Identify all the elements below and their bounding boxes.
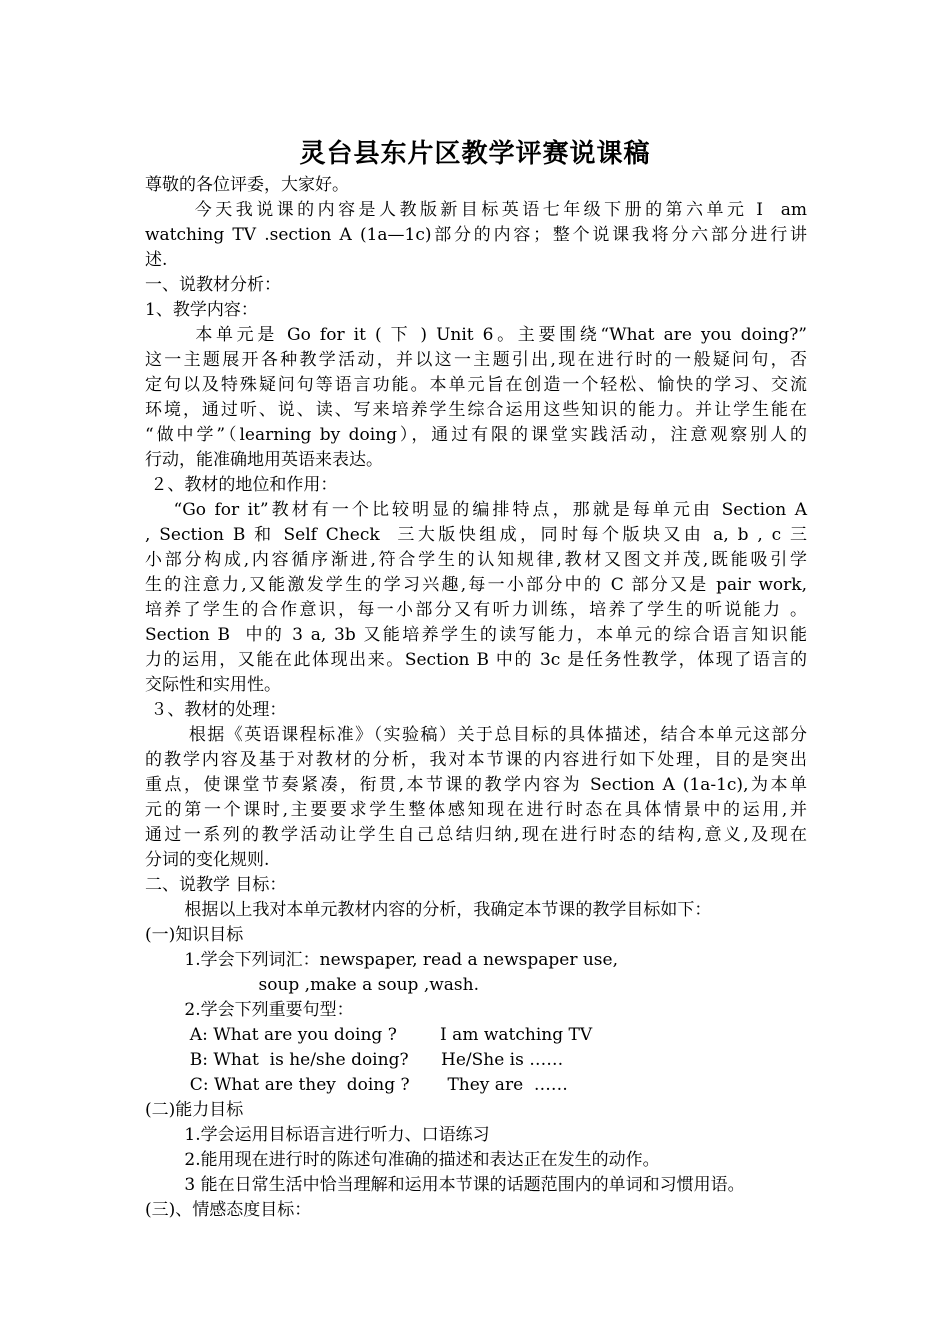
text-line: 培养了学生的合作意识，每一小部分又有听力训练，培养了学生的听说能力 。: [145, 600, 807, 620]
text-line: soup ,make a soup ,wash.: [145, 975, 479, 995]
text-line: 重点，使课堂节奏紧凑，衔贯,本节课的教学内容为 Section A (1a-1c),为本单: [145, 775, 807, 795]
text-line: ２、教材的地位和作用：: [145, 475, 338, 495]
text-line: 2.能用现在进行时的陈述句准确的描述和表达正在发生的动作。: [145, 1150, 660, 1170]
text-line: 二、说教学 目标：: [145, 875, 287, 895]
text-line: 2.学会下列重要句型：: [145, 1000, 354, 1020]
text-line: watching TV .section A (1a—1c)部分的内容；整个说课我将分六部分进行讲: [145, 225, 807, 245]
page-title: 灵台县东片区教学评赛说课稿: [299, 139, 651, 169]
text-line: A: What are you doing ? I am watching TV: [145, 1025, 593, 1045]
text-line: 行动，能准确地用英语来表达。: [145, 450, 383, 470]
text-line: 通过一系列的教学活动让学生自己总结归纳,现在进行时态的结构,意义,及现在: [145, 825, 807, 845]
text-line: 生的注意力,又能激发学生的学习兴趣,每一小部分中的 C 部分又是 pair work,: [145, 575, 807, 595]
text-line: B: What is he/she doing? He/She is ……: [145, 1050, 564, 1070]
text-line: (三)、情感态度目标：: [145, 1200, 312, 1220]
text-line: 1.学会下列词汇：newspaper, read a newspaper use,: [145, 950, 618, 970]
text-line: 述.: [145, 250, 168, 270]
text-line: 一、说教材分析：: [145, 275, 281, 295]
text-line: (二)能力目标: [145, 1100, 244, 1120]
text-line: 分词的变化规则.: [145, 850, 270, 870]
text-line: 交际性和实用性。: [145, 675, 281, 695]
text-line: 这一主题展开各种教学活动，并以这一主题引出,现在进行时的一般疑问句，否: [145, 350, 807, 370]
text-line: 1.学会运用目标语言进行听力、口语练习: [145, 1125, 490, 1145]
text-line: “Go for it”教材有一个比较明显的编排特点，那就是每单元由 Section A: [145, 500, 807, 520]
text-line: 根据《英语课程标准》（实验稿）关于总目标的具体描述，结合本单元这部分: [145, 725, 807, 745]
text-line: 1、教学内容：: [145, 300, 258, 320]
text-line: 3 能在日常生活中恰当理解和运用本节课的话题范围内的单词和习惯用语。: [145, 1175, 745, 1195]
text-line: Section B 中的 3 a, 3b 又能培养学生的读写能力，本单元的综合语言知识能: [145, 625, 807, 645]
text-line: 本单元是 Go for it ( 下 ) Unit 6。主要围绕“What are you doing?”: [145, 325, 807, 345]
text-line: 力的运用，又能在此体现出来。Section B 中的 3c 是任务性教学，体现了语言的: [145, 650, 807, 670]
text-line: 今天我说课的内容是人教版新目标英语七年级下册的第六单元 I am: [145, 200, 807, 220]
text-line: 元的第一个课时,主要要求学生整体感知现在进行时态在具体情景中的运用,并: [145, 800, 807, 820]
text-line: 尊敬的各位评委，大家好。: [145, 175, 349, 195]
text-line: 环境，通过听、说、读、写来培养学生综合运用这些知识的能力。并让学生能在: [145, 400, 807, 420]
text-line: 小部分构成,内容循序渐进,符合学生的认知规律,教材又图文并茂,既能吸引学: [145, 550, 807, 570]
text-line: ３、教材的处理：: [145, 700, 287, 720]
text-line: “做中学”（learning by doing），通过有限的课堂实践活动，注意观察别人的: [145, 425, 807, 445]
text-line: C: What are they doing ? They are ……: [145, 1075, 568, 1095]
text-line: 定句以及特殊疑问句等语言功能。本单元旨在创造一个轻松、愉快的学习、交流: [145, 375, 807, 395]
text-line: , Section B 和 Self Check 三大版快组成，同时每个版块又由 a, b , c 三: [145, 525, 807, 545]
text-line: 的教学内容及基于对教材的分析，我对本节课的内容进行如下处理，目的是突出: [145, 750, 807, 770]
text-line: 根据以上我对本单元教材内容的分析，我确定本节课的教学目标如下：: [145, 900, 712, 920]
text-line: (一)知识目标: [145, 925, 244, 945]
